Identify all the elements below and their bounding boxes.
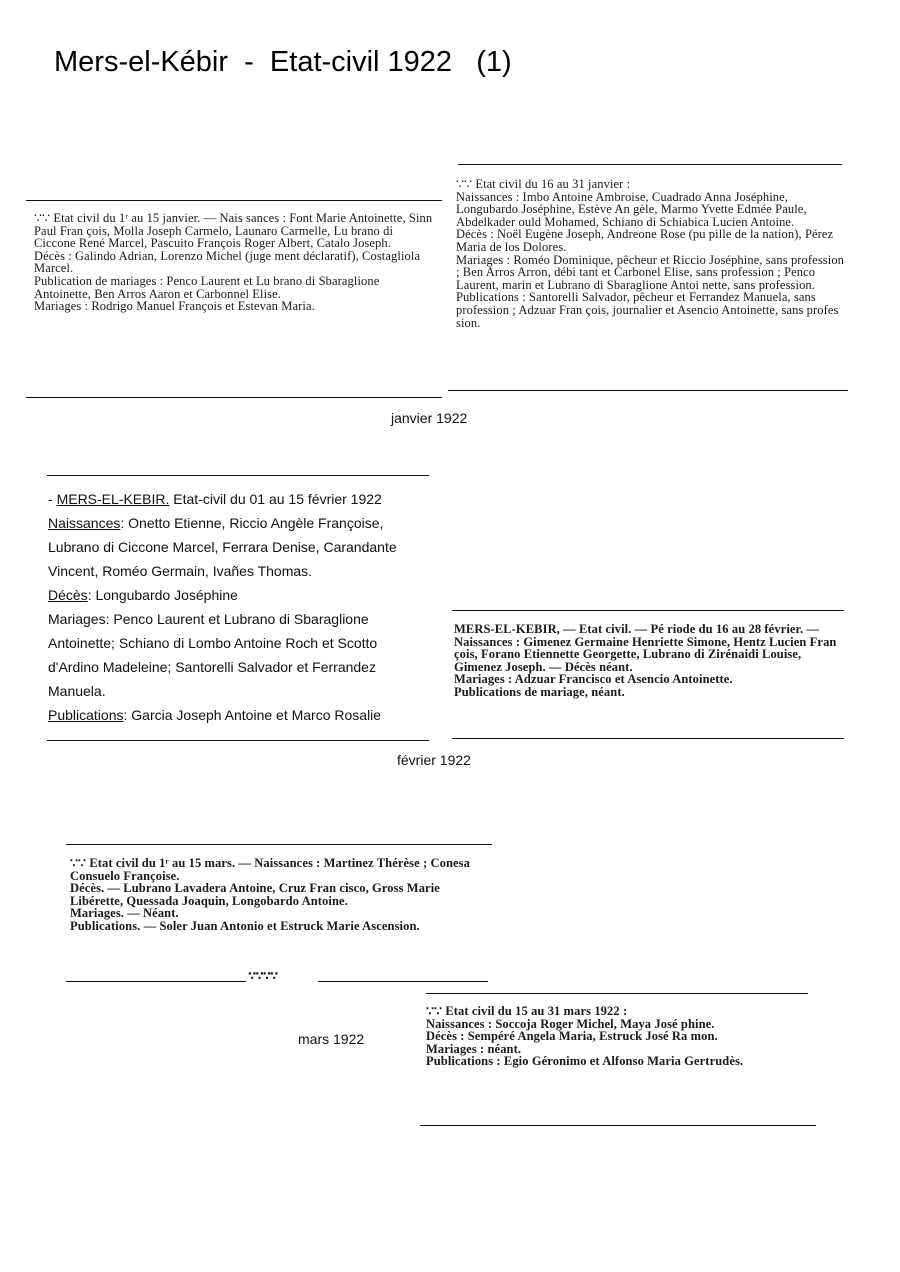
clip-etat-civil-jan-1-15	[34, 212, 436, 313]
page-title: Mers-el-Kébir - Etat-civil 1922 (1)	[54, 46, 512, 78]
clip-mar2-bottom-rule	[420, 1125, 816, 1126]
clip-feb2-bottom-rule	[452, 738, 844, 739]
mers-el-kebir-link[interactable]: MERS-EL-KEBIR.	[56, 491, 170, 507]
fevrier-1-15-transcription	[48, 487, 448, 727]
clip-jan1-bottom-rule	[26, 397, 442, 398]
fevrier-line-6: Mariages: Penco Laurent et Lubrano di Sbaraglione	[48, 611, 369, 627]
clip-etat-civil-mar-1-15	[70, 857, 488, 933]
clip-mar2-top-rule	[426, 993, 808, 994]
fevrier-heading: - MERS-EL-KEBIR. Etat-civil du 01 au 15 février 1922	[48, 491, 382, 507]
clip-jan1-text: ∵∵ Etat civil du 1ʳ au 15 janvier. — Nais sances : Font Marie Antoinette, Sinn Paul Fran çois, Molla Joseph Carmelo, Launaro Carmelle, Lu brano di Ciccone René Marcel, Pascuito François Roger Albert, Catalo Joseph. Décès : Galindo Adrian, Lorenzo Michel (juge ment déclaratif), Costagliola Marcel. Publication de mariages : Penco Laurent et Lu brano di Sbaraglione Antoinette, Ben Arros Aaron et Carbonnel Elise. Mariages : Rodrigo Manuel François et Estevan Maria.	[34, 211, 433, 314]
fevrier-line-8: d'Ardino Madeleine; Santorelli Salvador et Ferrandez	[48, 659, 376, 675]
clip-feb2-top-rule	[452, 610, 844, 611]
clip-mar1-divider-left	[66, 981, 246, 982]
fevrier-publications: Publications: Garcia Joseph Antoine et Marco Rosalie	[48, 707, 382, 723]
clip-mar1-text: ∵∵ Etat civil du 1ʳ au 15 mars. — Naissances : Martinez Thérèse ; Conesa Consuelo Françoise. Décès. — Lubrano Lavadera Antoine, Cruz Fran cisco, Gross Marie Libérette, Quessada Joaquin, Longobardo Antoine. Mariages. — Néant. Publications. — Soler Juan Antonio et Estruck Marie Ascension.	[70, 856, 470, 933]
fevrier-line-4: Vincent, Roméo Germain, Ivañes Thomas.	[48, 563, 313, 579]
caption-mars: mars 1922	[298, 1031, 365, 1047]
fevrier-line-7: Antoinette; Schiano di Lombo Antoine Roch et Scotto	[48, 635, 378, 651]
fevrier-top-rule	[47, 475, 429, 476]
caption-janvier: janvier 1922	[391, 410, 468, 426]
fevrier-bottom-rule	[47, 740, 429, 741]
clip-mar1-top-rule	[66, 844, 492, 845]
clip-etat-civil-mar-15-31	[426, 1005, 812, 1068]
fevrier-naissances: Naissances: Onetto Etienne, Riccio Angèle Françoise,	[48, 515, 384, 531]
clip-jan2-top-rule	[458, 164, 842, 165]
clip-mar1-divider-ornament: ∵∵∵∵	[248, 969, 278, 983]
clip-jan2-text: ∵∵ Etat civil du 16 au 31 janvier : Naissances : Imbo Antoine Ambroise, Cuadrado Anna Joséphine, Longubardo Joséphine, Estève An gèle, Marmo Yvette Edmée Paule, Abdelkader ould Mohamed, Schiano di Schiabica Lucien Antoine. Décès : Noël Eugène Joseph, Andreone Rose (pu pille de la nation), Pérez Maria de los Dolores. Mariages : Roméo Dominique, pêcheur et Riccio Joséphine, sans profession ; Ben Arros Arron, débi tant et Carbonel Elise, sans profession ; Penco Laurent, marin et Lubrano di Sbaraglione Antoi nette, sans profession. Publications : Santorelli Salvador, pêcheur et Ferrandez Manuela, sans profession ; Adzuar Fran çois, journalier et Asencio Antoinette, sans profes sion.	[456, 177, 845, 330]
fevrier-deces: Décès: Longubardo Joséphine	[48, 587, 238, 603]
clip-jan1-top-rule	[26, 200, 442, 201]
caption-fevrier: février 1922	[397, 752, 471, 768]
clip-mar1-divider-right	[318, 981, 488, 982]
clip-mar2-text: ∵∵ Etat civil du 15 au 31 mars 1922 : Naissances : Soccoja Roger Michel, Maya José phine. Décès : Sempéré Angela Maria, Estruck José Ra mon. Mariages : néant. Publications : Egio Géronimo et Alfonso Maria Gertrudès.	[426, 1004, 744, 1069]
clip-jan2-bottom-rule	[448, 390, 848, 391]
clip-feb2-text: MERS-EL-KEBIR, — Etat civil. — Pé riode du 16 au 28 février. — Naissances : Gimenez Germaine Henriette Simone, Hentz Lucien Fran çois, Forano Etiennette Georgette, Lubrano di Zirénaidi Louise, Gimenez Joseph. — Décès néant. Mariages : Adzuar Francisco et Asencio Antoinette. Publications de mariage, néant.	[454, 622, 837, 699]
fevrier-line-9: Manuela.	[48, 683, 106, 699]
clip-etat-civil-jan-16-31	[456, 178, 846, 329]
clip-etat-civil-feb-16-28	[454, 623, 842, 699]
fevrier-line-3: Lubrano di Ciccone Marcel, Ferrara Denise, Carandante	[48, 539, 397, 555]
